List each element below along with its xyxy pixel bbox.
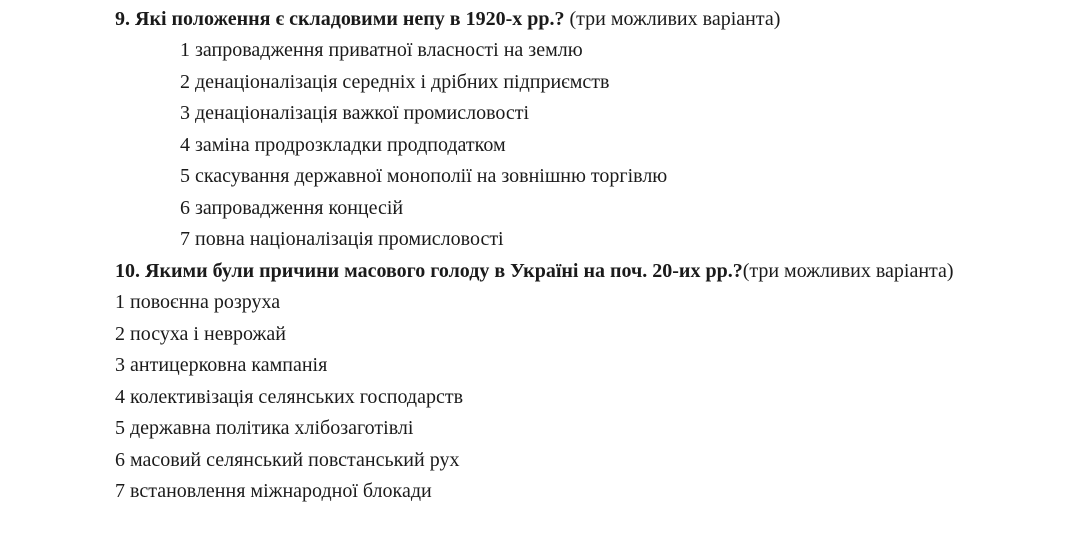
question-title: 10. Якими були причини масового голоду в Україні на поч. 20-их рр.? — [115, 260, 743, 282]
answer-option: 4 заміна продрозкладки продподатком — [180, 134, 506, 156]
answer-option: 5 державна політика хлібозаготівлі — [115, 417, 414, 439]
question-9-heading — [115, 7, 780, 31]
answer-option: 7 повна націоналізація промисловості — [180, 228, 504, 250]
answer-option: 1 запровадження приватної власності на землю — [180, 39, 583, 61]
answer-option: 7 встановлення міжнародної блокади — [115, 480, 432, 502]
answer-option: 5 скасування державної монополії на зовнішню торгівлю — [180, 165, 668, 187]
question-note: (три можливих варіанта) — [742, 260, 954, 282]
answer-option: 6 запровадження концесій — [180, 197, 404, 219]
answer-option: 3 денаціоналізація важкої промисловості — [180, 102, 530, 124]
answer-option: 1 повоєнна розруха — [115, 291, 281, 313]
question-title: 9. Які положення є складовими непу в 1920-х рр.? — [115, 8, 565, 30]
answer-option: 2 денаціоналізація середніх і дрібних підприємств — [180, 71, 610, 93]
answer-option: 4 колективізація селянських господарств — [115, 386, 464, 408]
question-10-heading — [115, 259, 954, 283]
answer-option: 2 посуха і неврожай — [115, 323, 286, 345]
answer-option: 3 антицерковна кампанія — [115, 354, 328, 376]
answer-option: 6 масовий селянський повстанський рух — [115, 449, 460, 471]
question-note: (три можливих варіанта) — [564, 8, 781, 30]
